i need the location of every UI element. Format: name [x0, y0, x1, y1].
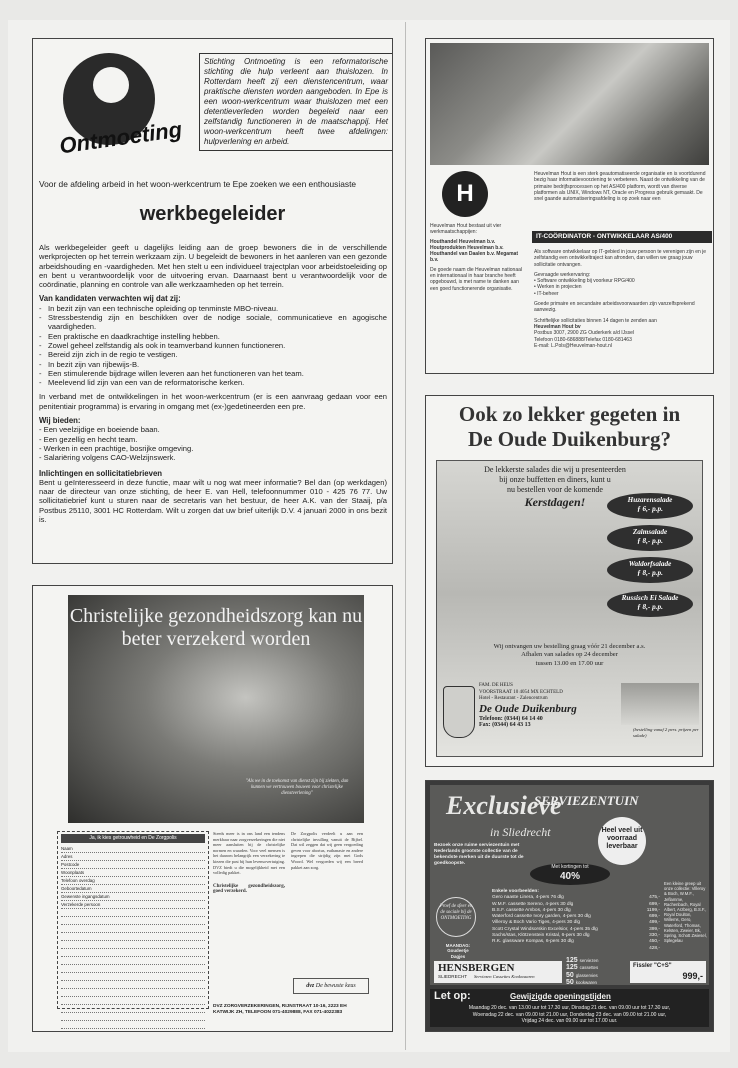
phone: Telefoon 0180-686888/Telefax 0180-681463 [534, 336, 632, 343]
city: SLIEDRECHT [438, 974, 468, 979]
item-price: 399,- [649, 926, 660, 932]
type: Hotel - Restaurant - Zalencentrum [479, 696, 548, 702]
salad-badge [607, 493, 693, 519]
item-price: 499,- [649, 920, 660, 926]
side-more: De goede naam die Heuvelman nationaal en internationaal in haar branche heeft opgebouwd, is met name te danken aan een goed functionerende organisatie. [430, 266, 523, 292]
stat-row [566, 964, 626, 971]
salad-name: Zalmsalade [632, 528, 668, 536]
item-price: 699,- [649, 901, 660, 907]
item-name: W.M.F. cassette Sereno, 4-pers 30 dlg [492, 901, 574, 907]
intro-line: bij onze buffetten en diners, kunt u [499, 475, 611, 484]
field-label: Gewenste ingangsdatum [61, 894, 110, 899]
ad-body [39, 243, 387, 529]
brands: Een kleine greep uit onze collectie: Villeroy & Boch, W.M.F., Jeflamme, Rachenbach, Royal Albert, Arzberg, B.S.F., Royal Doulton, Willems, Gero, Waterford, Thomas, Kelsten, Zweier, Bk, Spring, Schott Zwiesel, Splegelau [664, 881, 707, 944]
footer-line: DVZ ZORGVERZEKERINGEN, RIJNSTRAAT 10-16, 2223 EH [213, 1004, 347, 1009]
address: Postbus 3007, 2900 ZG Ouderkerk a/d IJssel [534, 330, 635, 337]
dvz-ad [32, 585, 393, 1032]
column-text: Steeds meer is in ons land een tendens merkbaar naar zorgverzekeringen die niet meer aansluiten bij de christelijke normen en waarden. Voor veel mensen is het daarom belangrijk een verzekering te kiezen die past bij hun levensovertuiging. DVZ biedt u die mogelijkheid met een volledig pakket. [213, 831, 285, 876]
req-item: • IT-beheer [534, 290, 559, 297]
req-item: • Software ontwikkeling bij voorkeur RPG/400 [534, 278, 635, 285]
salad-name: Russisch Ei Salade [621, 594, 679, 602]
lead-text: Voor de afdeling arbeid in het woon-werkcentrum te Epe zoeken we een enthousiaste [39, 179, 357, 189]
form-field[interactable] [61, 853, 205, 861]
item-price: 475,- [649, 895, 660, 901]
form-field[interactable] [61, 997, 205, 1005]
field-label: Adres [61, 854, 73, 859]
requirements-title: Van kandidaten verwachten wij dat zij: [39, 294, 181, 304]
dvz-logo [293, 978, 369, 994]
stat-num: 125 [566, 957, 578, 964]
title-line: Christelijke gezondheidszorg kan nu [69, 605, 363, 627]
hours-title: Gewijzigde openingstijden [510, 992, 611, 1001]
ad-title: Exclusieve [446, 791, 562, 820]
tableware-photo [430, 785, 709, 985]
requirements-list [39, 304, 387, 388]
form-field[interactable] [61, 877, 205, 885]
form-field[interactable] [61, 949, 205, 957]
list-item: - Stressbestendig zijn en beschikken over de nodige sociale, communicatieve en agogische vaardigheden. [39, 313, 387, 332]
companies: Houthandel Heuvelman b.v. Houtprodukten Heuvelman b.v. Houthandel van Daalen b.v. Megamat b.v. [430, 238, 518, 264]
list-item: - In bezit zijn van een technische opleiding op tenminste MBO-niveau. [39, 304, 387, 313]
form-field[interactable] [61, 885, 205, 893]
item-name: B.S.F. cassette Ambos, 4-pers 30 dlg [492, 907, 571, 913]
form-field[interactable] [61, 957, 205, 965]
letop-label: Let op: [434, 990, 471, 1002]
form-title: Ja, ik kies getrouwheid en De Zorgpolis [61, 834, 205, 843]
korting-label: Met kortingen tot [551, 864, 589, 870]
field-label: Verzekerde persoon [61, 902, 101, 907]
order-text [437, 643, 702, 668]
stat-label: serviezen [579, 958, 599, 963]
street: VOORSTRAAT 10 4054 MX ECHTELD [479, 689, 563, 695]
company-name: Heuvelman Hout bv [534, 323, 581, 330]
form-field[interactable] [61, 893, 205, 901]
stat-num: 50 [566, 979, 574, 987]
form-field[interactable] [61, 869, 205, 877]
fissler-price: 999,- [682, 971, 703, 981]
item-name: Waterford cassette Ivory garden, 4-pers 30 dlg [492, 914, 591, 920]
list-item: - Meelevend lid zijn van een van de reformatorische kerken. [39, 378, 387, 387]
dvz-mark: dvz [306, 983, 315, 989]
stat-row [566, 957, 626, 964]
heuvelman-ad [425, 38, 714, 374]
restaurant-info [479, 683, 619, 729]
form-field[interactable] [61, 861, 205, 869]
ad-title [426, 402, 713, 452]
salad-badge [607, 591, 693, 617]
stats [566, 957, 626, 987]
hours-line: Vrijdag 24 dec. van 09.00 uur tot 17.00 uur. [521, 1018, 618, 1025]
order-line: Wij ontvangen uw bestelling graag vóór 21 december a.s. [493, 643, 646, 650]
korting-badge [530, 863, 610, 885]
proef-badge: Proef de sfeer en de sociale bij de ONTMOETING [436, 897, 476, 937]
banner: SERVIEZENTUIN [534, 793, 639, 808]
salad-name: Waldorfsalade [628, 560, 672, 568]
logo-text: Ontmoeting [57, 116, 184, 159]
heuvelman-logo: H [442, 171, 488, 217]
item-name: Gero naaste Linera, 4-pers 76 dlg [492, 895, 564, 901]
offer-item: - Een veelzijdige en boeiende baan. [39, 425, 160, 435]
item-name: R.K. glassware Kompas, 6-pers 30 dlg [492, 939, 574, 945]
form-field[interactable] [61, 917, 205, 925]
intro-text: Stichting Ontmoeting is een reformatorische stichting die hulp verleent aan thuislozen. In Rotterdam heeft zij een dienstencentrum, waar praktische diensten worden aangeboden. In Epe is een woon-werkcentrum waar thuislozen met een detentieverleden worden begeleid naar een zelfstandig functioneren in de maatschappij. Het woon-werkcentrum heeft twee afdelingen: hulpverlening en arbeid. [199, 53, 393, 151]
stat-num: 125 [566, 964, 578, 972]
intro-text: Bezoek onze ruime serviezentuin met Nederlands grootste collectie van de bekendste merken uit de duurste tot de goedkoopste. [434, 843, 524, 866]
form-field[interactable] [61, 901, 205, 909]
offer-title: Wij bieden: [39, 416, 81, 426]
ontmoeting-ad [32, 38, 393, 564]
info-title: Inlichtingen en sollicitatiebrieven [39, 468, 163, 478]
intro-line: nu bestellen voor de komende [507, 485, 603, 494]
brand: De bewuste keus [315, 983, 356, 989]
list-item: - In bezit zijn van rijbewijs-B. [39, 360, 387, 369]
field-label: Telefoon overdag [61, 878, 95, 883]
stat-row [566, 979, 626, 986]
order-line: tussen 13.00 en 17.00 uur [535, 659, 604, 667]
items-title: Enkele voorbeelden: [492, 889, 539, 894]
form-field[interactable] [61, 981, 205, 989]
stat-label: cassettes [579, 965, 599, 971]
main-text: Heuvelman Hout is een sterk geautomatiseerde organisatie en is voortdurend bezig haar informatievoorziening te verbeteren. Naast de ontwikkeling van de primaire bedrijfsprocessen op het AS/400 platform, wordt van diverse platformen als UNIX, Windows NT, Oracle en Progress gebruik gemaakt. De snel gaande automatiseringsafdeling is op zoek naar een [534, 171, 706, 203]
footer [213, 1004, 383, 1016]
offer-item: - Salariëring volgens CAO-Welzijnswerk. [39, 453, 176, 463]
promo: MAANDAG: Goudeetje Dagjes [445, 943, 471, 959]
opening-hours [430, 989, 709, 1027]
extra-text: In verband met de ontwikkelingen in het woon-werkcentrum (er is een aanvraag gedaan voor een penitentiair programma) is ervaring in omgang met (ex-)gedetineerden een pre. [39, 392, 387, 411]
store-logo [434, 961, 562, 983]
req-text: Software ontwikkeling bij voorkeur RPG/400 [537, 278, 635, 285]
office-photo [430, 43, 709, 165]
req-item: • Werken in projecten [534, 284, 582, 291]
kerstdagen: Kerstdagen! [524, 495, 586, 509]
offer-text: Goede primaire en secundaire arbeidsvoorwaarden zijn vanzelfsprekend aanwezig. [534, 301, 695, 314]
title-line: beter verzekerd worden [121, 628, 311, 650]
form-field[interactable] [61, 845, 205, 853]
description: Als werkbegeleider geeft u dagelijks leiding aan de groep bewoners die in de verschillende werkprojecten op het terrein werkzaam zijn. U begeleidt de bewoners in het aanleren van een gezonde arbeidshouding en -vaardigheden. Met hen stelt u een individueel trajectplan voor arbeidstoeleiding op en bent u verantwoordelijk voor de uitvoering ervan. Daarnaast bent u verantwoordelijk voor de coördinatie, planning en controle van alle werkzaamheden op het terrein. [39, 243, 387, 290]
couple-photo [68, 595, 364, 823]
restaurant-name: De Oude Duikenburg [479, 702, 577, 715]
form-field[interactable] [61, 1005, 205, 1013]
item-price: 330,- [649, 933, 660, 939]
title-line: De Oude Duikenburg? [467, 427, 672, 451]
list-item: - Een stimulerende bijdrage willen leveren aan het functioneren van het team. [39, 369, 387, 378]
side-text [430, 223, 526, 292]
note: (bestelling vanaf 2 pers. prijzen per salade) [633, 727, 699, 738]
highlight: Christelijke gezondheidszorg, goed verzekerd. [213, 883, 285, 895]
hours-line: Woensdag 22 dec. van 09.00 tot 21.00 uur, Donderdag 23 dec. van 09.00 tot 21.00 uur, [472, 1011, 667, 1018]
badge: Heel veel uit voorraad leverbaar [598, 817, 646, 865]
fissler-name: Fissler "C+S" [633, 963, 672, 969]
fax: Fax: (0344) 64 43 13 [479, 722, 531, 729]
offer-item: - Werken in een prachtige, bosrijke omgeving. [39, 443, 194, 453]
form-field[interactable] [61, 965, 205, 973]
hours-line: Maandag 20 dec. van 13.00 uur tot 17.30 uur, Dinsdag 21 dec. van 09.00 uur tot 17.30 uur, [468, 1005, 671, 1011]
salad-badge [607, 525, 693, 551]
page-fold [405, 22, 406, 1050]
korting-value: 40% [559, 871, 580, 882]
ad-title [68, 605, 364, 651]
quote: "Als we in de toekomst van dienst zijn bij ziekten, dan kunnen we vertrouwen bouwen voor christelijke dienstverlening" [245, 779, 349, 796]
field-label: Woonplaats [61, 870, 85, 875]
price-row [492, 946, 660, 952]
apply-text: Schriftelijke sollicitaties binnen 14 dagen te zenden aan [534, 317, 657, 324]
item-name: Villeroy & Boch Vario Tiges, 4-pers 30 dlg [492, 920, 581, 926]
column-text: De Zorgpolis verdeelt u aan een christelijke invulling vanuit de Bijbel. Dat wil zeggen dat wij geen vergoeding geven voor abortus, euthanasie en andere ingrepen die strijdig zijn met Gods Woord. Wel vergoeden wij een breed pakket aan zorg. [291, 831, 363, 870]
field-label: Geboortedatum [61, 886, 92, 891]
email: E-mail: L.Pols@Heuvelman-hout.nl [534, 342, 612, 349]
field-label: Postcode [61, 862, 80, 867]
salad-price: ƒ 6,- p.p. [637, 505, 663, 513]
family: FAM. DE HEUS [479, 683, 513, 688]
item-price: 1199,- [646, 907, 660, 913]
salad-badge [607, 557, 693, 583]
req-title: Gevraagde werkervaring: [534, 271, 591, 278]
form-field[interactable] [61, 989, 205, 997]
form-field[interactable] [61, 1013, 205, 1021]
stat-num: 50 [566, 971, 574, 979]
item-name: Sachs/stas, Klötzenstein Kristal, 6-pers 30 dlg [492, 933, 590, 939]
item-name: Scott Crystal Windsorskin Excelsior, 4-pers 35 dlg [492, 926, 598, 932]
logo-inner [93, 67, 129, 103]
side-intro: Heuvelman Hout bestaat uit vier werkmaatschappijen: [430, 223, 502, 236]
form-field[interactable] [61, 909, 205, 917]
salad-name: Huzarensalade [627, 496, 673, 504]
function-details [534, 249, 708, 349]
list-item: - Zowel geheel zelfstandig als ook in teamverband kunnen functioneren. [39, 341, 387, 350]
list-item: - Een praktische en daadkrachtige instelling hebben. [39, 332, 387, 341]
item-price: 699,- [649, 914, 660, 920]
form-field[interactable] [61, 1021, 205, 1029]
form-field[interactable] [61, 925, 205, 933]
stat-row [566, 972, 626, 979]
text-column [213, 831, 285, 895]
store-sub: Serviezen Cassettes Kookwaaren [474, 974, 535, 979]
form-field[interactable] [61, 941, 205, 949]
stat-label: kookwaren [575, 980, 597, 986]
crest-icon [443, 686, 475, 738]
fissler-box [630, 961, 706, 983]
req-text: Werken in projecten [537, 284, 582, 291]
info-text: Bent u geïnteresseerd in deze functie, maar wilt u nog wat meer informatie? Bel dan (op werkdagen) naar de directeur van onze stichting, de heer E. van Hell, telefoonnummer 010 - 425 76 77. Uw sollicitatiebrief kunt u sturen naar de secretaris van het bestuur, de heer A.K. van der Staaij, p/a Postbus 25110, 3001 HC Rotterdam. Wilt u zorgen dat uw brief uiterlijk D.V. 4 januari 2000 in ons bezit is. [39, 477, 387, 525]
field-label: Naam [61, 846, 73, 851]
text-column [291, 831, 363, 870]
item-price: 450,- [649, 939, 660, 945]
salad-price: ƒ 8,- p.p. [637, 603, 663, 611]
restaurant-photo [621, 683, 699, 725]
salad-price: ƒ 8,- p.p. [637, 537, 663, 545]
form-field[interactable] [61, 933, 205, 941]
hours-text [430, 1005, 709, 1025]
footer-line: KATWIJK ZH, TELEFOON 071-4029888, FAX 071-4022383 [213, 1010, 343, 1015]
duikenburg-ad [425, 395, 714, 767]
price-list [492, 889, 660, 952]
form-field[interactable] [61, 973, 205, 981]
stat-label: glasservies [575, 972, 598, 978]
hensbergen-ad [425, 780, 714, 1032]
title-line: Ook zo lekker gegeten in [458, 402, 681, 426]
function-bar: IT-COÖRDINATOR - ONTWIKKELAAR AS/400 [532, 231, 712, 243]
tel: Telefoon: (0344) 64 14 40 [479, 715, 543, 722]
headline: werkbegeleider [139, 203, 286, 225]
req-text: IT-beheer [537, 290, 559, 297]
offer-item: - Een gezellig en hecht team. [39, 434, 138, 444]
list-item: - Bereid zijn zich in de regio te vestigen. [39, 350, 387, 359]
order-line: Afhalen van salades op 24 december [521, 651, 618, 659]
signup-coupon[interactable] [57, 831, 209, 1009]
item-price: 428,- [649, 945, 660, 951]
ad-subtitle: in Sliedrecht [490, 825, 551, 839]
salad-panel [436, 460, 703, 757]
function-text: Als software ontwikkelaar op IT-gebied in jouw persoon te verenigen zijn en je zelfstandig een ontwikkeltraject kan afronden, dan willen we graag jouw sollicitatie ontvangen. [534, 249, 707, 268]
intro-line: De lekkerste salades die wij u presenteerden [484, 465, 626, 474]
salad-price: ƒ 8,- p.p. [637, 569, 663, 577]
store-name: HENSBERGEN [438, 962, 515, 974]
